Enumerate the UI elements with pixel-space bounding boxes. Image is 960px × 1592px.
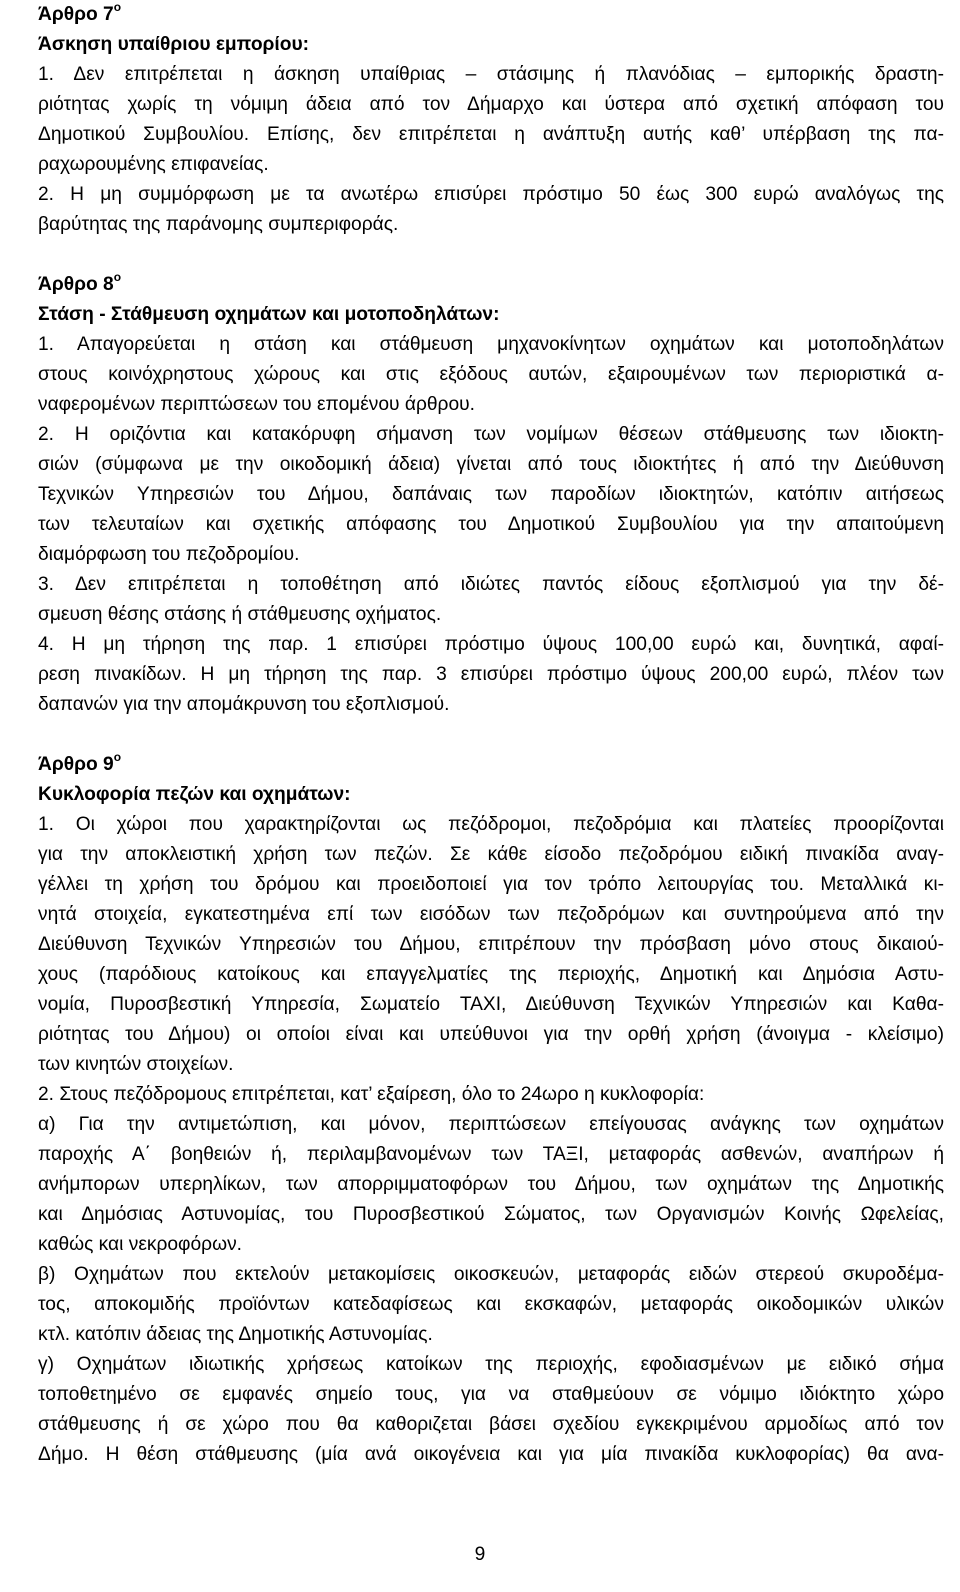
article-9-line: 2. Στους πεζόδρομους επιτρέπεται, κατ’ εξαίρεση, όλο το 24ωρο η κυκλοφορία:: [38, 1084, 705, 1105]
article-8-line: δαπανών για την απομάκρυνση του εξοπλισμού.: [38, 694, 450, 715]
article-9-line: Δήμο. Η θέση στάθμευσης (μία ανά οικογένεια και για μία πινακίδα κυκλοφορίας) θα ανα-: [38, 1444, 944, 1465]
article-7-line: ραχωρουμένης επιφανείας.: [38, 154, 269, 175]
article-7-line: 1. Δεν επιτρέπεται η άσκηση υπαίθριας – στάσιμης ή πλανόδιας – εμπορικής δραστη-: [38, 64, 944, 85]
article-9-line: των κινητών στοιχείων.: [38, 1054, 234, 1075]
article-8-heading: Στάση - Στάθμευση οχημάτων και μοτοποδηλάτων:: [38, 304, 500, 325]
article-9-line: στάθμευσης ή σε χώρο που θα καθοριζεται βάσει σχεδίου εγκεκριμένου αρμοδίως από τον: [38, 1414, 944, 1435]
article-9-line: β) Οχημάτων που εκτελούν μετακομίσεις οικοσκευών, μεταφοράς ειδών στερεού σκυροδέμα-: [38, 1264, 944, 1285]
page-number: 9: [474, 1544, 486, 1565]
article-7-line: βαρύτητας της παράνομης συμπεριφοράς.: [38, 214, 399, 235]
article-8-line: σμευση θέσης στάσης ή στάθμευσης οχήματος.: [38, 604, 442, 625]
article-8-line: σιών (σύμφωνα με την οικοδομική άδεια) γίνεται από τους ιδιοκτήτες ή από την Διεύθυνση: [38, 454, 944, 475]
article-8-line: ρεση πινακίδων. Η μη τήρηση της παρ. 3 επισύρει πρόστιμο ύψους 200,00 ευρώ, πλέον των: [38, 664, 944, 685]
article-9-line: ανήμπορων υπερηλίκων, των απορριμματοφόρων του Δήμου, των οχημάτων της Δημοτικής: [38, 1174, 944, 1195]
article-7-heading: Άσκηση υπαίθριου εμπορίου:: [38, 34, 310, 55]
article-7-line: ριότητας χωρίς τη νόμιμη άδεια από τον Δήμαρχο και ύστερα από σχετική απόφαση του: [38, 94, 944, 115]
article-9-title: Άρθρο $9^o$: [38, 750, 122, 775]
article-9-line: γ) Οχημάτων ιδιωτικής χρήσεως κατοίκων της περιοχής, εφοδιασμένων με ειδικό σήμα: [38, 1354, 944, 1375]
article-9-line: γέλλει τη χρήση του δρόμου και προειδοποιεί για τον τρόπο λειτουργίας του. Μεταλλικά κι-: [38, 874, 944, 895]
article-8-line: 3. Δεν επιτρέπεται η τοποθέτηση από ιδιώτες παντός είδους εξοπλισμού για την δέ-: [38, 574, 944, 595]
article-8-line: 2. Η οριζόντια και κατακόρυφη σήμανση των νομίμων θέσεων στάθμευσης των ιδιοκτη-: [38, 424, 944, 445]
article-8-line: ναφερομένων περιπτώσεων του επομένου άρθρου.: [38, 394, 475, 415]
article-9-line: κτλ. κατόπιν άδειας της Δημοτικής Αστυνομίας.: [38, 1324, 433, 1345]
article-9-line: χους (παρόδιους κατοίκους και επαγγελματίες της περιοχής, Δημοτική και Δημόσια Αστυ-: [38, 964, 944, 985]
article-9-line: τοποθετημένο σε εμφανές σημείο τους, για να σταθμεύουν σε νόμιμο ιδιόκτητο χώρο: [38, 1384, 944, 1405]
article-9-line: παροχής Α΄ βοηθειών ή, περιλαμβανομένων των ΤΑΞΙ, μεταφοράς ασθενών, αναπήρων ή: [38, 1144, 944, 1165]
article-8-title: Άρθρο $8^o$: [38, 270, 122, 295]
article-9-line: ριότητας του Δήμου) οι οποίοι είναι και υπεύθυνοι για την ορθή χρήση (άνοιγμα - κλείσιμο): [38, 1024, 944, 1045]
article-7-title: Άρθρο $7^o$: [38, 0, 122, 25]
article-9-heading: Κυκλοφορία πεζών και οχημάτων:: [38, 784, 351, 805]
article-8-line: στους κοινόχρηστους χώρους και στις εξόδους αυτών, εξαιρουμένων των περιοριστικά α-: [38, 364, 944, 385]
article-8-line: Τεχνικών Υπηρεσιών του Δήμου, δαπάναις των παροδίων ιδιοκτητών, κατόπιν αιτήσεως: [38, 484, 944, 505]
article-8-line: των τελευταίων και σχετικής απόφασης του Δημοτικού Συμβουλίου για την απαιτούμενη: [38, 514, 944, 535]
article-8-line: 4. Η μη τήρηση της παρ. 1 επισύρει πρόστιμο ύψους 100,00 ευρώ και, δυνητικά, αφαί-: [38, 634, 944, 655]
article-9-line: για την αποκλειστική χρήση των πεζών. Σε κάθε είσοδο πεζοδρόμου ειδική πινακίδα αναγ-: [38, 844, 944, 865]
article-9-line: και Δημόσιας Αστυνομίας, του Πυροσβεστικού Σώματος, των Οργανισμών Κοινής Ωφελείας,: [38, 1204, 944, 1225]
article-9-line: νητά στοιχεία, εγκατεστημένα επί των εισόδων των πεζοδρόμων και συντηρούμενα από την: [38, 904, 944, 925]
article-7-line: Δημοτικού Συμβουλίου. Επίσης, δεν επιτρέπεται η ανάπτυξη αυτής καθ’ υπέρβαση της πα-: [38, 124, 944, 145]
article-7-line: 2. Η μη συμμόρφωση με τα ανωτέρω επισύρει πρόστιμο 50 έως 300 ευρώ αναλόγως της: [38, 184, 944, 205]
article-9-line: τος, αποκομιδής προϊόντων κατεδαφίσεως και εκσκαφών, μεταφοράς οικοδομικών υλικών: [38, 1294, 944, 1315]
article-9-line: 1. Οι χώροι που χαρακτηρίζονται ως πεζόδρομοι, πεζοδρόμια και πλατείες προορίζονται: [38, 814, 944, 835]
article-9-line: καθώς και νεκροφόρων.: [38, 1234, 242, 1255]
article-9-line: α) Για την αντιμετώπιση, και μόνον, περιπτώσεων επείγουσας ανάγκης των οχημάτων: [38, 1114, 944, 1135]
article-9-line: νομία, Πυροσβεστική Υπηρεσία, Σωματείο ΤΑΧΙ, Διεύθυνση Τεχνικών Υπηρεσιών και Καθα-: [38, 994, 944, 1015]
article-9-line: Διεύθυνση Τεχνικών Υπηρεσιών του Δήμου, επιτρέπουν την πρόσβαση μόνο στους δικαιού-: [38, 934, 944, 955]
article-8-line: 1. Απαγορεύεται η στάση και στάθμευση μηχανοκίνητων οχημάτων και μοτοποδηλάτων: [38, 334, 944, 355]
article-8-line: διαμόρφωση του πεζοδρομίου.: [38, 544, 300, 565]
